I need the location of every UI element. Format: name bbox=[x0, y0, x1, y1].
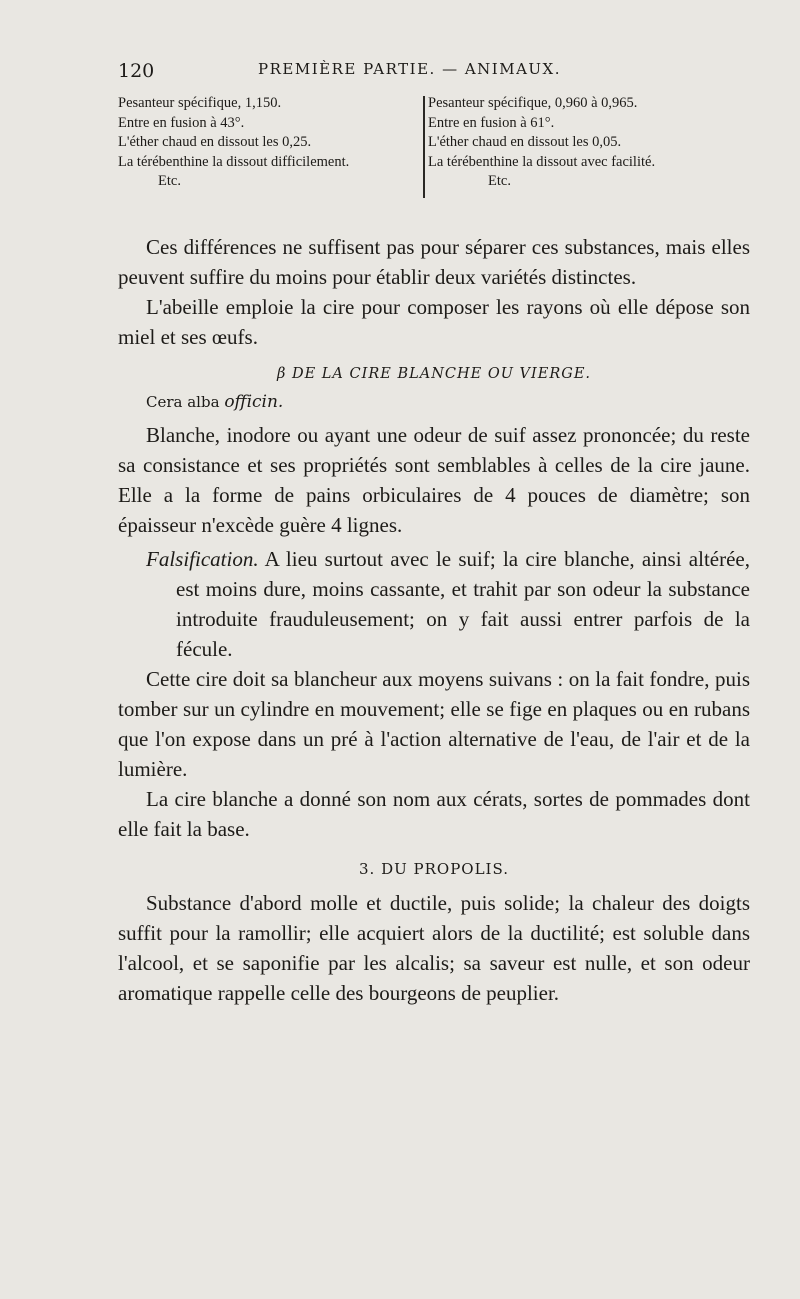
body-text bbox=[118, 232, 750, 1008]
paragraph: Substance d'abord molle et ductile, puis solide; la chaleur des doigts suffit pour la ramollir; elle acquiert alors de la ductilité; est soluble dans l'alcool, et se saponifie par les alcalis; sa saveur est nulle, et son odeur aromatique rappelle celle des bourgeons de peuplier. bbox=[118, 891, 750, 1005]
left-column bbox=[118, 94, 420, 192]
latin-name bbox=[146, 392, 750, 412]
left-line: La térébenthine la dissout difficilement. bbox=[118, 153, 350, 170]
falsification-text: A lieu surtout avec le suif; la cire blanche, ainsi altérée, est moins dure, moins cassante, et trahit par son odeur la substance introduite frauduleusement; on y fait aussi entrer parfois de la fécule. bbox=[176, 547, 750, 661]
column-divider bbox=[423, 96, 425, 198]
running-head bbox=[118, 60, 738, 86]
right-line: L'éther chaud en dissout les 0,05. bbox=[428, 134, 622, 150]
left-line: Entre en fusion à 43°. bbox=[118, 114, 245, 131]
comparison-columns bbox=[118, 94, 748, 204]
section-heading: 3. DU PROPOLIS. bbox=[359, 860, 509, 878]
falsification-paragraph bbox=[146, 544, 750, 664]
right-line: Pesanteur spécifique, 0,960 à 0,965. bbox=[428, 95, 638, 111]
latin-officin: officin. bbox=[224, 392, 284, 412]
left-line: L'éther chaud en dissout les 0,25. bbox=[118, 134, 312, 150]
right-column bbox=[428, 94, 748, 192]
paragraph: Cette cire doit sa blancheur aux moyens suivans : on la fait fondre, puis tomber sur un cylindre en mouvement; elle se fige en plaques ou en rubans que l'on expose dans un pré à l'action alternative de l'eau, de l'air et de la lumière. bbox=[118, 667, 750, 781]
falsification-label: Falsification. bbox=[146, 547, 259, 571]
right-line: Entre en fusion à 61°. bbox=[428, 114, 555, 131]
left-line: Pesanteur spécifique, 1,150. bbox=[118, 95, 282, 111]
paragraph: Ces différences ne suffisent pas pour séparer ces substances, mais elles peuvent suffire du moins pour établir deux variétés distinctes. bbox=[118, 235, 750, 289]
paragraph: L'abeille emploie la cire pour composer les rayons où elle dépose son miel et ses œufs. bbox=[118, 295, 750, 349]
right-line: La térébenthine la dissout avec facilité. bbox=[428, 153, 656, 170]
paragraph: La cire blanche a donné son nom aux cérats, sortes de pommades dont elle fait la base. bbox=[118, 787, 750, 841]
section-heading: β DE LA CIRE BLANCHE OU VIERGE. bbox=[276, 366, 592, 382]
left-line: Etc. bbox=[158, 173, 181, 189]
running-title: PREMIÈRE PARTIE. — ANIMAUX. bbox=[258, 60, 562, 78]
paragraph: Blanche, inodore ou ayant une odeur de suif assez prononcée; du reste sa consistance et ses propriétés sont semblables à celles de la cire jaune. Elle a la forme de pains orbiculaires de 4 pouces de diamètre; son épaisseur n'excède guère 4 lignes. bbox=[118, 423, 750, 537]
right-line: Etc. bbox=[488, 173, 511, 189]
latin-label: Cera alba bbox=[146, 393, 220, 411]
page-number: 120 bbox=[118, 60, 155, 82]
